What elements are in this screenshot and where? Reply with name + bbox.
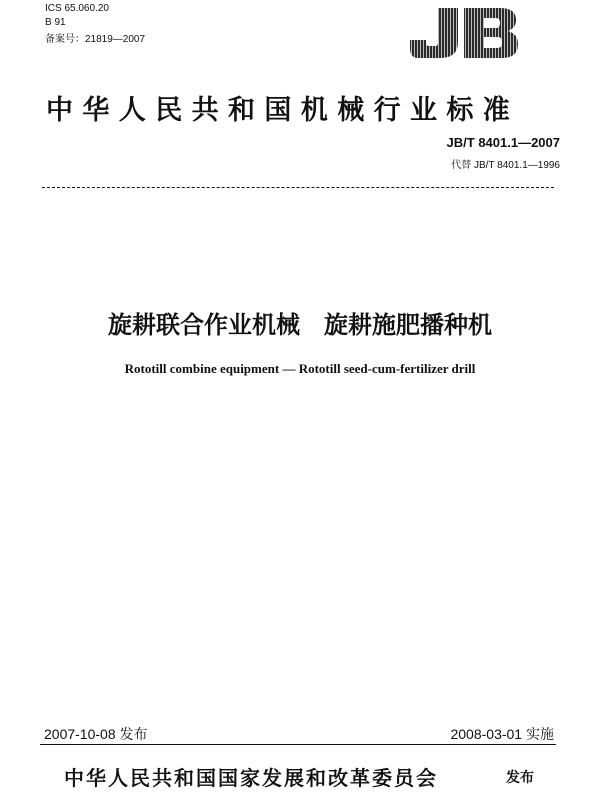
issuing-authority: 中华人民共和国国家发展和改革委员会 bbox=[64, 766, 438, 790]
document-title-english: Rototill combine equipment — Rototill seed-cum-fertilizer drill bbox=[124, 361, 476, 376]
issuing-authority-suffix: 发布 bbox=[506, 770, 534, 786]
replaces-standard: 代替 JB/T 8401.1—1996 bbox=[451, 160, 560, 171]
issue-date: 2007-10-08 发布 bbox=[44, 726, 148, 742]
implementation-date: 2008-03-01 实施 bbox=[450, 726, 554, 742]
header-divider bbox=[42, 187, 554, 188]
document-title-chinese: 旋耕联合作业机械 旋耕施肥播种机 bbox=[108, 311, 492, 339]
record-number: 备案号：21819—2007 bbox=[45, 34, 146, 45]
standard-type-heading: 中华人民共和国机械行业标准 bbox=[46, 95, 520, 126]
jb-logo bbox=[408, 4, 520, 60]
footer-divider bbox=[40, 744, 556, 745]
classification-code: B 91 bbox=[45, 17, 66, 28]
standard-number: JB/T 8401.1—2007 bbox=[446, 135, 560, 150]
ics-code: ICS 65.060.20 bbox=[45, 3, 109, 14]
